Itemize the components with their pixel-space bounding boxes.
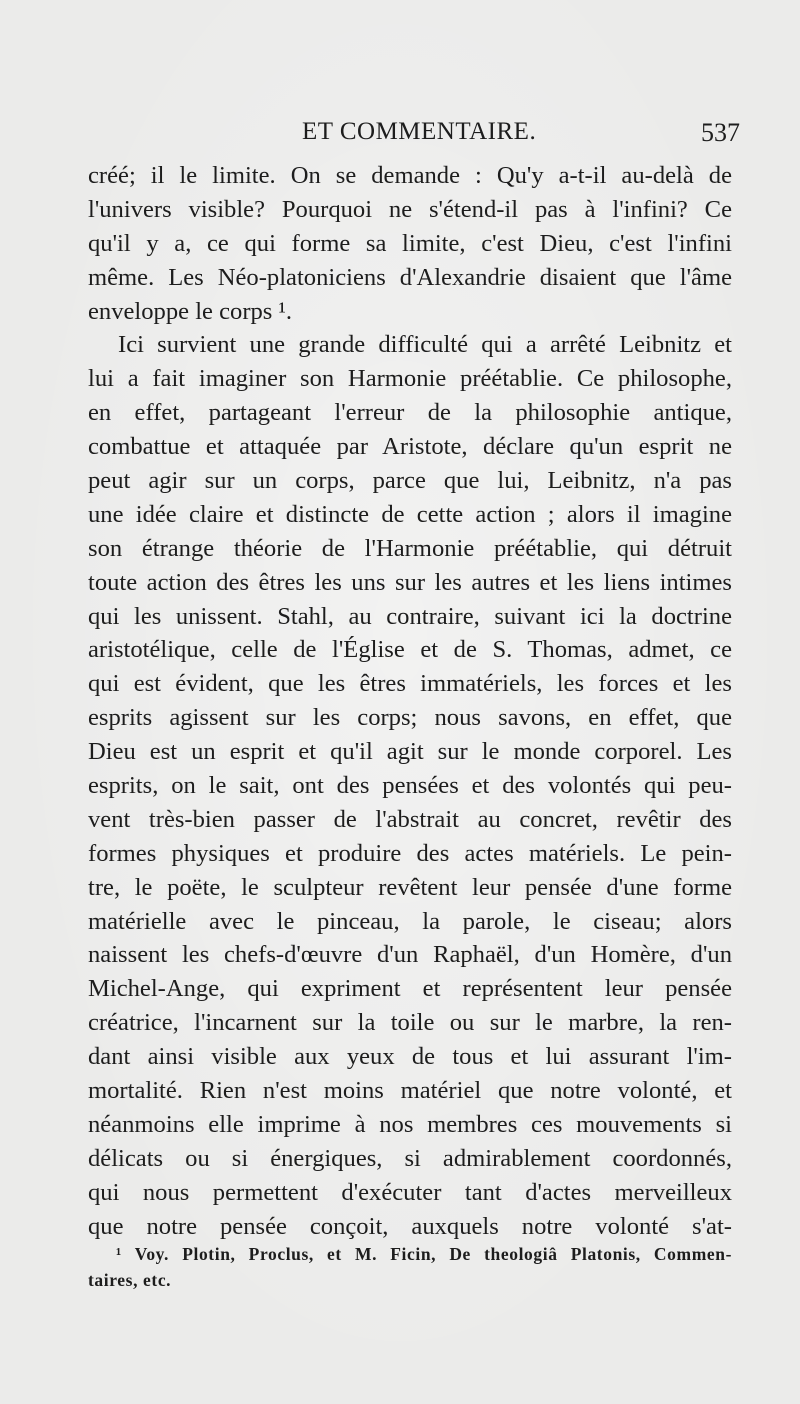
text-line: formes physiques et produire des actes matériels. Le pein- <box>88 839 732 867</box>
footnote-line: taires, etc. <box>88 1270 172 1290</box>
text-line: toute action des êtres les uns sur les autres et les liens intimes <box>88 568 732 596</box>
text-line: qui les unissent. Stahl, au contraire, suivant ici la doctrine <box>88 602 732 630</box>
text-line: Dieu est un esprit et qu'il agit sur le monde corporel. Les <box>88 738 732 766</box>
text-line: lui a fait imaginer son Harmonie préétablie. Ce philosophe, <box>88 365 732 393</box>
text-line: que notre pensée conçoit, auxquels notre volonté s'at- <box>88 1212 732 1240</box>
text-line: enveloppe le corps ¹. <box>88 297 293 325</box>
text-line: peut agir sur un corps, parce que lui, Leibnitz, n'a pas <box>88 467 732 495</box>
text-line: tre, le poëte, le sculpteur revêtent leur pensée d'une forme <box>88 873 732 901</box>
text-line: l'univers visible? Pourquoi ne s'étend-il pas à l'infini? Ce <box>88 195 732 223</box>
text-line: matérielle avec le pinceau, la parole, le ciseau; alors <box>88 907 732 935</box>
footnote <box>88 1241 732 1293</box>
text-line: aristotélique, celle de l'Église et de S. Thomas, admet, ce <box>88 636 732 664</box>
text-line: Michel-Ange, qui expriment et représentent leur pensée <box>88 975 732 1003</box>
page-number: 537 <box>701 118 740 147</box>
text-line: en effet, partageant l'erreur de la philosophie antique, <box>88 399 732 427</box>
text-line: esprits, on le sait, ont des pensées et des volontés qui peu- <box>88 772 732 800</box>
text-line: même. Les Néo-platoniciens d'Alexandrie disaient que l'âme <box>88 263 732 291</box>
text-line: une idée claire et distincte de cette action ; alors il imagine <box>88 500 732 528</box>
text-line: qu'il y a, ce qui forme sa limite, c'est Dieu, c'est l'infini <box>88 229 732 257</box>
text-line: vent très-bien passer de l'abstrait au concret, revêtir des <box>88 805 732 833</box>
text-line: dant ainsi visible aux yeux de tous et lui assurant l'im- <box>88 1043 732 1071</box>
text-line: néanmoins elle imprime à nos membres ces mouvements si <box>88 1110 732 1138</box>
text-line: qui est évident, que les êtres immatériels, les forces et les <box>88 670 732 698</box>
text-line: naissent les chefs-d'œuvre d'un Raphaël, d'un Homère, d'un <box>88 941 732 969</box>
text-line: esprits agissent sur les corps; nous savons, en effet, que <box>88 704 732 732</box>
page-header <box>88 118 740 154</box>
body-text <box>88 159 732 1244</box>
text-line: Ici survient une grande difficulté qui a arrêté Leibnitz et <box>118 331 732 359</box>
text-line: combattue et attaquée par Aristote, déclare qu'un esprit ne <box>88 433 732 461</box>
text-line: mortalité. Rien n'est moins matériel que notre volonté, et <box>88 1077 732 1105</box>
text-line: délicats ou si énergiques, si admirablement coordonnés, <box>88 1144 732 1172</box>
text-line: créatrice, l'incarnent sur la toile ou sur le marbre, la ren- <box>88 1009 732 1037</box>
footnote-line: ¹ Voy. Plotin, Proclus, et M. Ficin, De theologiâ Platonis, Commen- <box>116 1244 732 1264</box>
text-line: qui nous permettent d'exécuter tant d'actes merveilleux <box>88 1178 732 1206</box>
text-line: créé; il le limite. On se demande : Qu'y a-t-il au-delà de <box>88 162 732 189</box>
text-line: son étrange théorie de l'Harmonie préétablie, qui détruit <box>88 534 732 562</box>
running-head: ET COMMENTAIRE. <box>302 118 537 145</box>
